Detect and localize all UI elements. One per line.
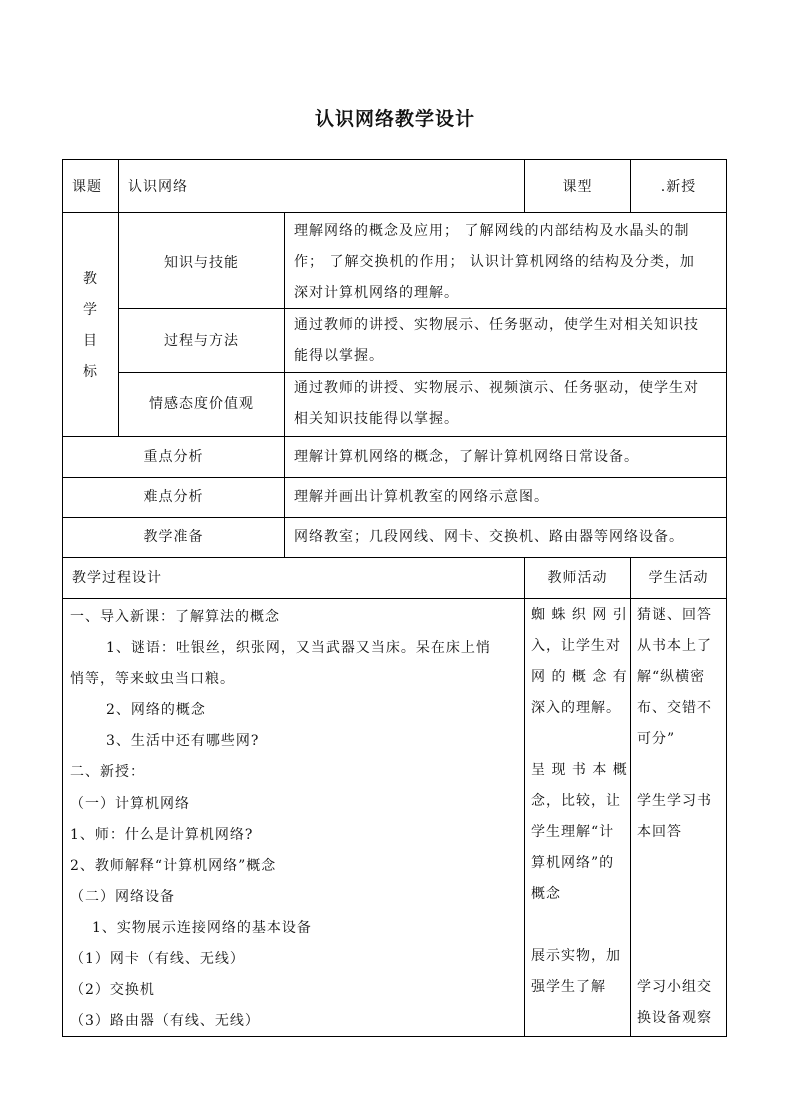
process-line: 1、师：什么是计算机网络?: [70, 827, 254, 843]
student-activity-text: 猜谜、回答 从书本上了 解“纵横密 布、交错不 可分” 学生学习书 本回答 学习小组交 换设备观察: [637, 607, 712, 1026]
objective-text-process: 通过教师的讲授、实物展示、任务驱动，使学生对相关知识技 能得以掌握。: [294, 317, 699, 364]
key-points-label: 重点分析: [143, 449, 204, 465]
process-line: 2、网络的概念: [106, 702, 206, 718]
process-line: 2、教师解释“计算机网络”概念: [70, 858, 277, 874]
objectives-label: 教 学 目 标: [83, 271, 98, 380]
process-line: 悄等，等来蚊虫当口粮。: [70, 671, 235, 687]
process-line: （1）网卡（有线、无线）: [70, 951, 245, 967]
process-line: （3）路由器（有线、无线）: [70, 1013, 260, 1029]
type-label: 课型: [562, 179, 593, 195]
process-line: （一）计算机网络: [70, 796, 190, 812]
document-title: 认识网络教学设计: [314, 108, 475, 130]
process-line: 1、谜语：吐银丝，织张网，又当武器又当床。呆在床上悄: [106, 640, 491, 656]
process-line: 1、实物展示连接网络的基本设备: [92, 920, 312, 936]
topic-label: 课题: [72, 179, 102, 195]
process-line: 二、新授：: [70, 764, 145, 780]
teacher-activity-header: 教师活动: [547, 570, 608, 586]
type-value: .新授: [660, 179, 697, 195]
preparation-text: 网络教室；几段网线、网卡、交换机、路由器等网络设备。: [294, 529, 684, 545]
process-line: （2）交换机: [70, 982, 155, 998]
difficult-points-text: 理解并画出计算机教室的网络示意图。: [294, 489, 549, 505]
objective-text-knowledge: 理解网络的概念及应用； 了解网线的内部结构及水晶头的制 作； 了解交换机的作用； 认识计算机网络的结构及分类，加 深对计算机网络的理解。: [294, 223, 695, 301]
objective-name-process: 过程与方法: [164, 333, 239, 349]
topic-value: 认识网络: [128, 179, 188, 195]
objective-name-knowledge: 知识与技能: [164, 255, 239, 271]
process-line: 一、导入新课：了解算法的概念: [70, 609, 280, 625]
objective-name-emotion: 情感态度价值观: [149, 396, 254, 412]
process-line: （二）网络设备: [70, 889, 175, 905]
preparation-label: 教学准备: [143, 529, 204, 545]
process-line: 3、生活中还有哪些网?: [106, 733, 260, 749]
objective-text-emotion: 通过教师的讲授、实物展示、视频演示、任务驱动，使学生对 相关知识技能得以掌握。: [294, 380, 699, 427]
difficult-points-label: 难点分析: [143, 489, 204, 505]
key-points-text: 理解计算机网络的概念，了解计算机网络日常设备。: [294, 449, 639, 465]
student-activity-header: 学生活动: [648, 570, 709, 586]
process-header: 教学过程设计: [72, 570, 162, 586]
teacher-activity-text: 蜘 蛛 织 网 引 入，让学生对 网 的 概 念 有 深入的理解。 呈 现 书 本 概 念，比较，让 学生理解“计 算机网络”的 概念 展示实物，加 强学生了解: [531, 607, 628, 995]
